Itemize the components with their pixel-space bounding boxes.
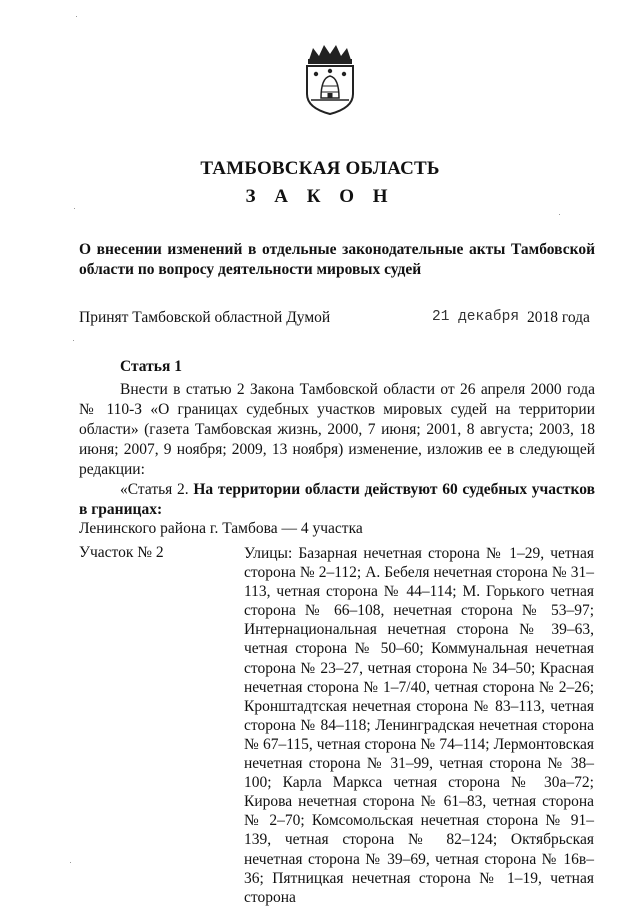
plot-label: Участок № 2 <box>79 544 164 561</box>
article-heading: Статья 1 <box>120 358 182 375</box>
quote-prefix: «Статья 2. <box>120 481 194 498</box>
law-subject: О внесении изменений в отдельные законодательные акты Тамбовской области по вопросу деятельности мировых судей <box>79 241 595 278</box>
quote-bold: На территории области действуют 60 судебных участков в границах: <box>79 481 595 518</box>
article-body <box>79 380 595 520</box>
scan-mark <box>70 862 71 863</box>
law-title: З А К О Н <box>245 186 395 207</box>
title-block <box>0 158 640 208</box>
district-heading: Ленинского района г. Тамбова — 4 участка <box>79 520 363 537</box>
plot-description: Улицы: Базарная нечетная сторона № 1–29, четная сторона № 2–112; А. Бебеля нечетная сторона № 31–113, четная сторона № 44–114; М. Горького четная сторона № 66–108, нечетная сторона № 53–97; Интернациональная нечетная сторона № 39–63, четная сторона № 50–60; Коммунальная нечетная сторона № 23–27, четная сторона № 34–50; Красная нечетная сторона № 1–7/40, четная сторона № 2–26; Кронштадтская нечетная сторона № 83–113, четная сторона № 84–118; Ленинградская нечетная сторона № 67–115, четная сторона № 74–114; Лермонтовская нечетная сторона № 31–99, четная сторона № 38–100; Карла Маркса четная сторона № 30а–72; Кирова нечетная сторона № 61–83, четная сторона № 2–70; Комсомольская нечетная сторона № 91–139, четная сторона № 82–124; Октябрьская нечетная сторона № 39–69, четная сторона № 16в–36; Пятницкая нечетная сторона № 1–19, четная сторона <box>244 545 594 906</box>
adopted-by: Принят Тамбовской областной Думой <box>79 309 331 326</box>
scan-mark <box>74 208 75 209</box>
scan-mark <box>76 16 77 17</box>
article-paragraph: Внести в статью 2 Закона Тамбовской области от 26 апреля 2000 года № 110-З «О границах судебных участков мировых судей на территории области» (газета Тамбовская жизнь, 2000, 7 июня; 2001, 8 августа; 2003, 18 июня; 2007, 9 ноября; 2009, 13 ноября) изменение, изложив ее в следующей редакции: <box>79 381 595 478</box>
adoption-date: 21 декабря <box>432 309 520 325</box>
scan-mark <box>559 214 560 215</box>
adoption-year: 2018 года <box>527 309 590 326</box>
region-title: ТАМБОВСКАЯ ОБЛАСТЬ <box>200 158 440 179</box>
tambov-coat-of-arms-icon <box>303 42 357 116</box>
scan-mark <box>73 340 74 341</box>
quoted-article <box>79 480 595 520</box>
